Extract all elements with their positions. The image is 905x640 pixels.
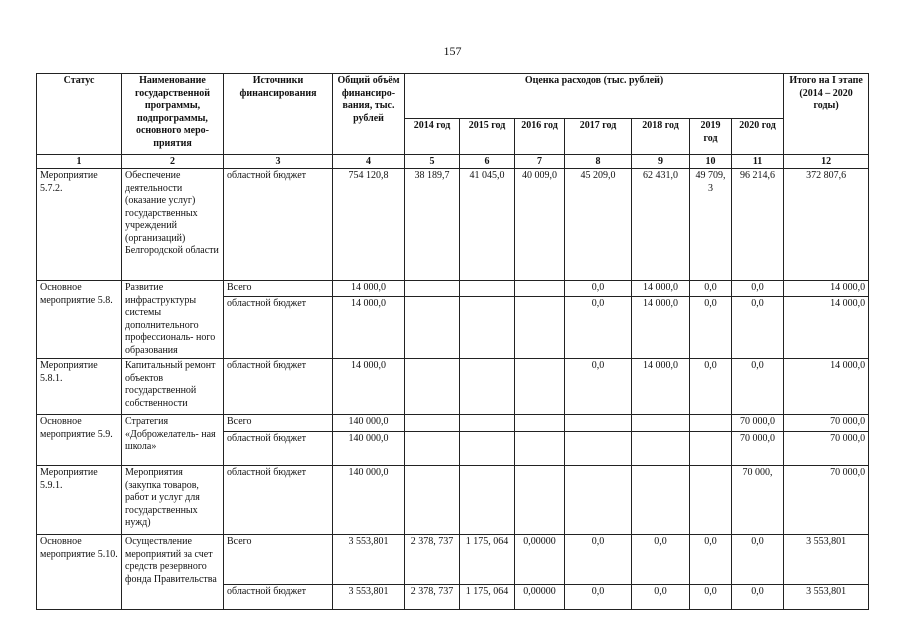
- row-2014: [405, 297, 460, 359]
- row-2019: 49 709, 3: [690, 169, 732, 281]
- row-2017: 0,0: [565, 535, 632, 585]
- row-total: 14 000,0: [333, 359, 405, 415]
- row-status: Основное мероприятие 5.9.: [37, 415, 122, 466]
- column-number: 9: [632, 155, 690, 169]
- header-year: 2015 год: [460, 119, 515, 155]
- row-2015: 41 045,0: [460, 169, 515, 281]
- header-year: 2019 год: [690, 119, 732, 155]
- row-source: областной бюджет: [224, 466, 333, 535]
- row-2016: 0,00000: [515, 585, 565, 610]
- row-total: 3 553,801: [333, 535, 405, 585]
- row-stage: 372 807,6: [784, 169, 869, 281]
- row-2014: 38 189,7: [405, 169, 460, 281]
- column-number: 8: [565, 155, 632, 169]
- header-status: Статус: [37, 74, 122, 155]
- row-status: Мероприятие 5.8.1.: [37, 359, 122, 415]
- column-number: 6: [460, 155, 515, 169]
- header-year: 2017 год: [565, 119, 632, 155]
- row-stage: 70 000,0: [784, 432, 869, 466]
- row-total: 140 000,0: [333, 432, 405, 466]
- row-2019: [690, 415, 732, 432]
- column-number: 7: [515, 155, 565, 169]
- column-number: 1: [37, 155, 122, 169]
- table-row: [37, 535, 869, 585]
- row-2018: 0,0: [632, 585, 690, 610]
- row-2019: 0,0: [690, 359, 732, 415]
- column-number: 3: [224, 155, 333, 169]
- row-2016: [515, 281, 565, 297]
- row-2020: 96 214,6: [732, 169, 784, 281]
- row-2020: 0,0: [732, 359, 784, 415]
- row-2017: 0,0: [565, 585, 632, 610]
- row-2018: 14 000,0: [632, 297, 690, 359]
- header-sources: Источники финансирования: [224, 74, 333, 155]
- row-2015: 1 175, 064: [460, 535, 515, 585]
- row-total: 14 000,0: [333, 297, 405, 359]
- table-row: [37, 415, 869, 432]
- row-2014: [405, 359, 460, 415]
- row-source: областной бюджет: [224, 585, 333, 610]
- row-2015: [460, 432, 515, 466]
- row-stage: 14 000,0: [784, 359, 869, 415]
- column-number: 5: [405, 155, 460, 169]
- row-2019: 0,0: [690, 535, 732, 585]
- row-2016: [515, 415, 565, 432]
- row-2020: 0,0: [732, 585, 784, 610]
- row-2019: 0,0: [690, 297, 732, 359]
- row-status: Основное мероприятие 5.10.: [37, 535, 122, 610]
- row-2017: 0,0: [565, 297, 632, 359]
- row-stage: 14 000,0: [784, 297, 869, 359]
- row-2016: [515, 297, 565, 359]
- header-year: 2016 год: [515, 119, 565, 155]
- column-number: 10: [690, 155, 732, 169]
- table-row: [37, 466, 869, 535]
- row-stage: 70 000,0: [784, 415, 869, 432]
- row-name: Стратегия «Доброжелатель- ная школа»: [122, 415, 224, 466]
- table-row: [37, 359, 869, 415]
- row-source: областной бюджет: [224, 432, 333, 466]
- row-2017: [565, 415, 632, 432]
- header-estimate: Оценка расходов (тыс. рублей): [405, 74, 784, 119]
- header-name: Наименование государственной программы, подпрограммы, основного меро- приятия: [122, 74, 224, 155]
- row-2019: 0,0: [690, 281, 732, 297]
- row-2014: [405, 466, 460, 535]
- row-2015: [460, 359, 515, 415]
- row-stage: 3 553,801: [784, 535, 869, 585]
- row-2014: [405, 432, 460, 466]
- header-row-1: [37, 74, 869, 119]
- row-source: Всего: [224, 415, 333, 432]
- row-status: Основное мероприятие 5.8.: [37, 281, 122, 359]
- column-number: 4: [333, 155, 405, 169]
- table-row: [37, 281, 869, 297]
- row-2020: 70 000,0: [732, 415, 784, 432]
- row-2016: [515, 359, 565, 415]
- row-name: Мероприятия (закупка товаров, работ и услуг для государственных нужд): [122, 466, 224, 535]
- row-2018: [632, 415, 690, 432]
- page-number: 157: [443, 44, 462, 58]
- row-name: Развитие инфраструктуры системы дополнительного профессиональ- ного образования: [122, 281, 224, 359]
- row-source: областной бюджет: [224, 169, 333, 281]
- row-2020: 0,0: [732, 281, 784, 297]
- row-2018: [632, 466, 690, 535]
- row-2018: 0,0: [632, 535, 690, 585]
- row-2015: 1 175, 064: [460, 585, 515, 610]
- row-stage: 70 000,0: [784, 466, 869, 535]
- row-2014: [405, 415, 460, 432]
- row-2019: [690, 432, 732, 466]
- row-2014: 2 378, 737: [405, 535, 460, 585]
- row-2015: [460, 466, 515, 535]
- header-total: Общий объём финансиро- вания, тыс. рублей: [333, 74, 405, 155]
- row-2020: 0,0: [732, 297, 784, 359]
- column-number-row: [37, 155, 869, 169]
- expenditure-table: [36, 73, 869, 610]
- table-row: [37, 169, 869, 281]
- row-2016: [515, 466, 565, 535]
- row-source: Всего: [224, 535, 333, 585]
- row-2017: 0,0: [565, 359, 632, 415]
- row-name: Капитальный ремонт объектов государственной собственности: [122, 359, 224, 415]
- row-2017: [565, 466, 632, 535]
- row-2019: 0,0: [690, 585, 732, 610]
- row-2018: [632, 432, 690, 466]
- row-source: областной бюджет: [224, 297, 333, 359]
- row-2020: 70 000,0: [732, 432, 784, 466]
- column-number: 11: [732, 155, 784, 169]
- row-2016: [515, 432, 565, 466]
- row-total: 140 000,0: [333, 415, 405, 432]
- row-2014: [405, 281, 460, 297]
- row-2020: 70 000,: [732, 466, 784, 535]
- row-2018: 62 431,0: [632, 169, 690, 281]
- header-stage-total: Итого на I этапе (2014 – 2020 годы): [784, 74, 869, 155]
- row-source: Всего: [224, 281, 333, 297]
- column-number: 2: [122, 155, 224, 169]
- row-2017: 0,0: [565, 281, 632, 297]
- row-2015: [460, 297, 515, 359]
- row-2017: 45 209,0: [565, 169, 632, 281]
- row-name: Обеспечение деятельности (оказание услуг) государственных учреждений (организаций) Белгородской области: [122, 169, 224, 281]
- header-year: 2020 год: [732, 119, 784, 155]
- header-year: 2014 год: [405, 119, 460, 155]
- row-2019: [690, 466, 732, 535]
- row-total: 754 120,8: [333, 169, 405, 281]
- row-stage: 14 000,0: [784, 281, 869, 297]
- column-number: 12: [784, 155, 869, 169]
- row-name: Осуществление мероприятий за счет средств резервного фонда Правительства: [122, 535, 224, 610]
- row-total: 14 000,0: [333, 281, 405, 297]
- row-2015: [460, 281, 515, 297]
- row-status: Мероприятие 5.9.1.: [37, 466, 122, 535]
- row-total: 140 000,0: [333, 466, 405, 535]
- row-2018: 14 000,0: [632, 359, 690, 415]
- row-source: областной бюджет: [224, 359, 333, 415]
- row-2017: [565, 432, 632, 466]
- row-2020: 0,0: [732, 535, 784, 585]
- row-2018: 14 000,0: [632, 281, 690, 297]
- row-total: 3 553,801: [333, 585, 405, 610]
- row-stage: 3 553,801: [784, 585, 869, 610]
- row-2016: 40 009,0: [515, 169, 565, 281]
- row-2015: [460, 415, 515, 432]
- row-2014: 2 378, 737: [405, 585, 460, 610]
- row-2016: 0,00000: [515, 535, 565, 585]
- header-year: 2018 год: [632, 119, 690, 155]
- row-status: Мероприятие 5.7.2.: [37, 169, 122, 281]
